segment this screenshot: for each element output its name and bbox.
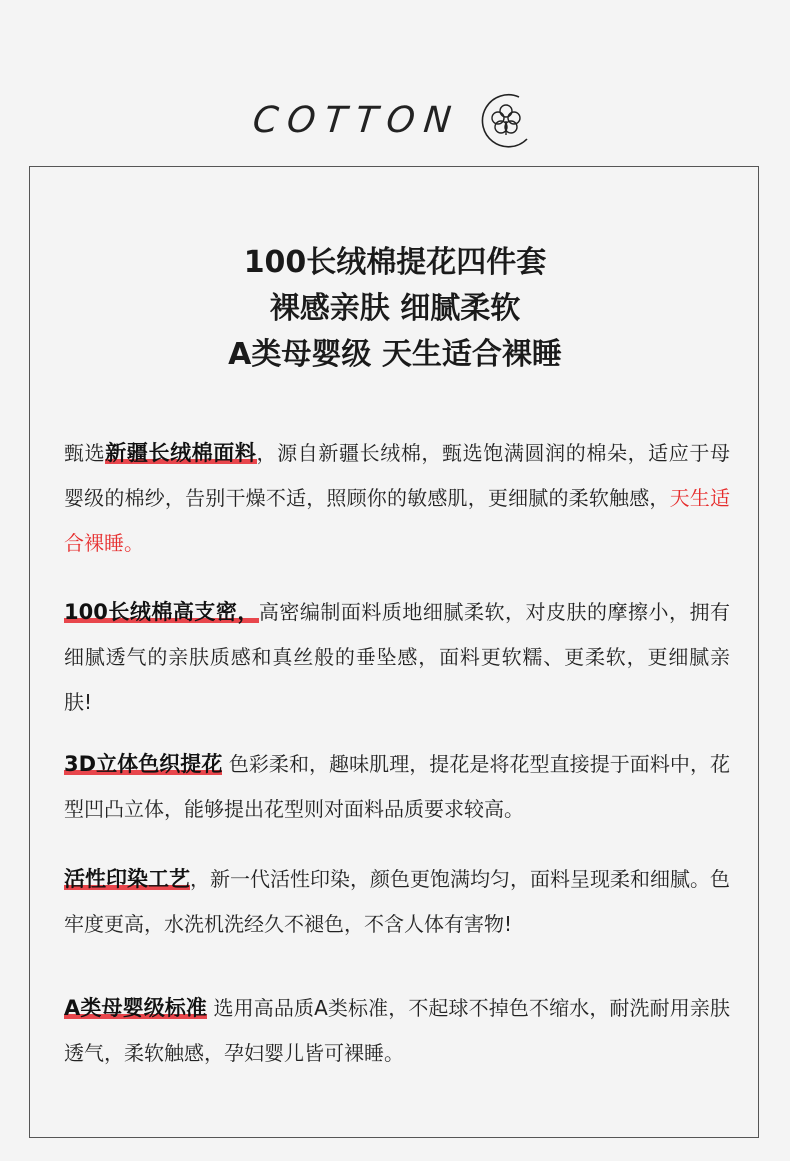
section-keyword: 新疆长绒棉面料 — [105, 441, 257, 465]
section-reactive-dyeing — [64, 857, 730, 947]
section-keyword: A类母婴级标准 — [64, 996, 208, 1020]
section-3d-jacquard — [64, 742, 730, 832]
cotton-flower-icon — [475, 89, 537, 151]
section-prefix: 甄选 — [64, 441, 106, 465]
section-text: 高密编制面料质地细腻柔软，对皮肤的摩擦小，拥有细腻透气的亲肤质感和真丝般的垂坠感，面料更软糯、更柔软，更细腻亲肤! — [64, 600, 731, 714]
section-high-density — [64, 590, 730, 725]
section-keyword: 100长绒棉高支密， — [64, 600, 259, 624]
section-text: 色彩柔和，趣味肌理，提花是将花型直接提于面料中，花型凹凸立体，能够提出花型则对面料品质要求较高。 — [64, 752, 731, 821]
section-xinjiang-cotton — [64, 431, 730, 566]
headline-line-3: A类母婴级 天生适合裸睡 — [228, 337, 562, 372]
section-text: 选用高品质A类标准，不起球不掉色不缩水，耐洗耐用亲肤透气，柔软触感，孕妇婴儿皆可裸睡。 — [64, 996, 730, 1065]
section-text: ，新一代活性印染，颜色更饱满均匀，面料呈现柔和细腻。色牢度更高，水洗机洗经久不褪色，不含人体有害物! — [64, 867, 730, 936]
section-text: ，源自新疆长绒棉，甄选饱满圆润的棉朵，适应于母婴级的棉纱，告别干燥不适，照顾你的敏感肌，更细腻的柔软触感， — [64, 441, 731, 510]
section-class-a-standard — [64, 986, 730, 1076]
headline-line-2: 裸感亲肤 细腻柔软 — [269, 291, 521, 326]
brand-text: COTTON — [250, 99, 462, 141]
section-highlight: 天生适合裸睡。 — [64, 486, 730, 555]
section-keyword: 活性印染工艺 — [64, 867, 190, 891]
brand-header — [0, 80, 790, 160]
headline-line-1: 100长绒棉提花四件套 — [243, 245, 547, 280]
section-keyword: 3D立体色织提花 — [64, 752, 223, 776]
